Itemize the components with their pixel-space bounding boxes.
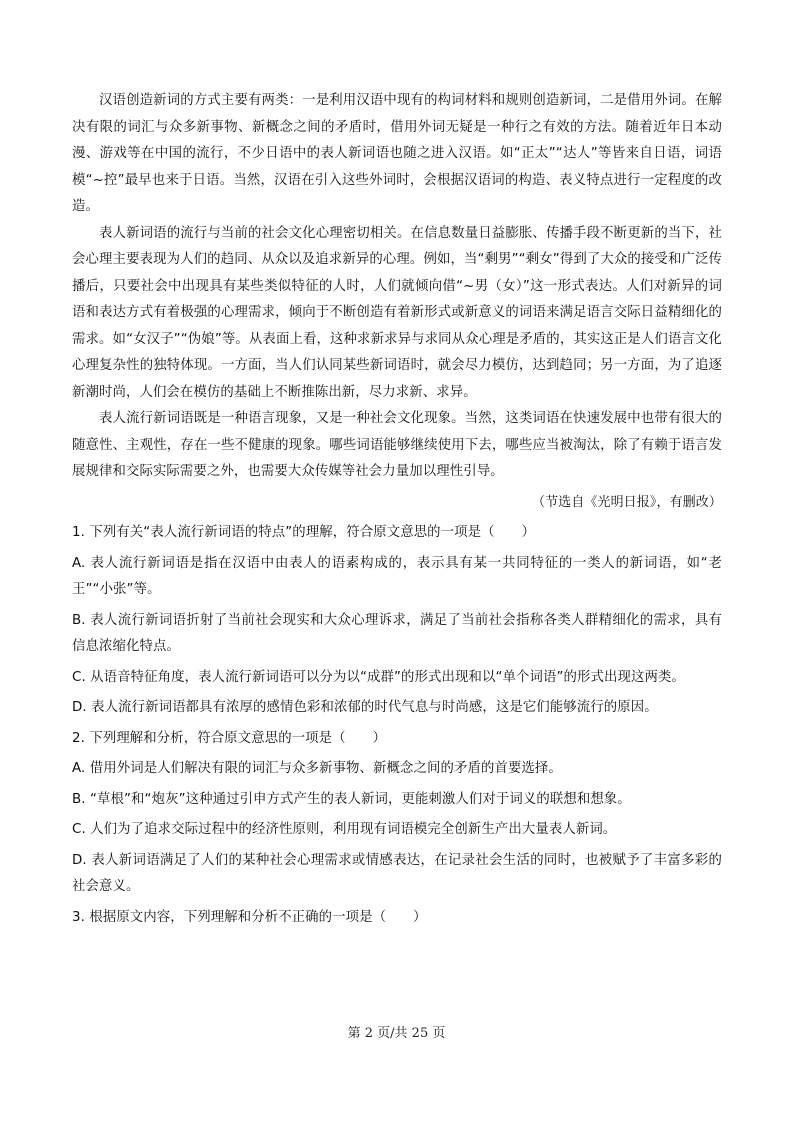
option-c: C. 人们为了追求交际过程中的经济性原则，利用现有词语模完全创新生产出大量表人新词。	[72, 822, 617, 837]
question-1	[72, 520, 722, 722]
question-2	[72, 726, 722, 901]
option-b: B. 表人流行新词语折射了当前社会现实和大众心理诉求，满足了当前社会指称各类人群精细化的需求，具有信息浓缩化特点。	[72, 612, 722, 654]
question-stem: 3. 根据原文内容，下列理解和分析不正确的一项是（ ）	[72, 909, 427, 925]
option-b: B. “草根”和“炮灰”这种通过引申方式产生的表人新词，更能刺激人们对于词义的联想和想象。	[72, 791, 631, 807]
article-paragraph-2: 表人新词语的流行与当前的社会文化心理密切相关。在信息数量日益膨胀、传播手段不断更新的当下，社会心理主要表现为人们的趋同、从众以及追求新异的心理。例如，当“剩男”“剩女”得到了大众的接受和广泛传播后，只要社会中出现具有某些类似特征的人时，人们就倾向借“~男（女）”这一形式表达。人们对新异的词语和表达方式有着极强的心理需求，倾向于不断创造有着新形式或新意义的词语来满足语言交际日益精细化的需求。如“女汉子”“伪娘”等。从表面上看，这种求新求异与求同从众心理是矛盾的，其实这正是人们语言文化心理复杂性的独特体现。一方面，当人们认同某些新词语时，就会尽力模仿，达到趋同；另一方面，为了追逐新潮时尚，人们会在模仿的基础上不断推陈出新，尽力求新、求异。	[72, 225, 722, 400]
article-source: （节选自《光明日报》，有删改）	[531, 494, 722, 510]
article-paragraph-1: 汉语创造新词的方式主要有两类：一是利用汉语中现有的构词材料和规则创造新词，二是借用外词。在解决有限的词汇与众多新事物、新概念之间的矛盾时，借用外词无疑是一种行之有效的方法。随着近年日本动漫、游戏等在中国的流行，不少日语中的表人新词语也随之进入汉语。如“正太”“达人”等皆来自日语，词语模“~控”最早也来于日语。当然，汉语在引入这些外词时，会根据汉语词的构造、表义特点进行一定程度的改造。	[72, 93, 722, 214]
option-d: D. 表人新词语满足了人们的某种社会心理需求或情感表达，在记录社会生活的同时，也被赋予了丰富多彩的社会意义。	[72, 852, 722, 894]
option-d: D. 表人流行新词语都具有浓厚的感情色彩和浓郁的时代气息与时尚感，这是它们能够流行的原因。	[72, 700, 658, 715]
article-paragraph-3: 表人流行新词语既是一种语言现象，又是一种社会文化现象。当然，这类词语在快速发展中也带有很大的随意性、主观性，存在一些不健康的现象。哪些词语能够继续使用下去，哪些应当被淘汰，除了有赖于语言发展规律和交际实际需要之外，也需要大众传媒等社会力量加以理性引导。	[72, 411, 722, 479]
question-stem: 1. 下列有关“表人流行新词语的特点”的理解，符合原文意思的一项是（ ）	[72, 525, 536, 540]
document-page	[72, 88, 722, 935]
option-a: A. 表人流行新词语是指在汉语中由表人的语素构成的，表示具有某一共同特征的一类人的新词语，如“老王”“小张”等。	[72, 555, 722, 597]
question-3	[72, 905, 722, 932]
option-a: A. 借用外词是人们解决有限的词汇与众多新事物、新概念之间的矛盾的首要选择。	[72, 761, 562, 776]
option-c: C. 从语音特征角度，表人流行新词语可以分为以“成群”的形式出现和以“单个词语”的形式出现这两类。	[72, 669, 685, 685]
page-footer: 第 2 页/共 25 页	[347, 1026, 446, 1041]
question-stem: 2. 下列理解和分析，符合原文意思的一项是（ ）	[72, 730, 387, 746]
